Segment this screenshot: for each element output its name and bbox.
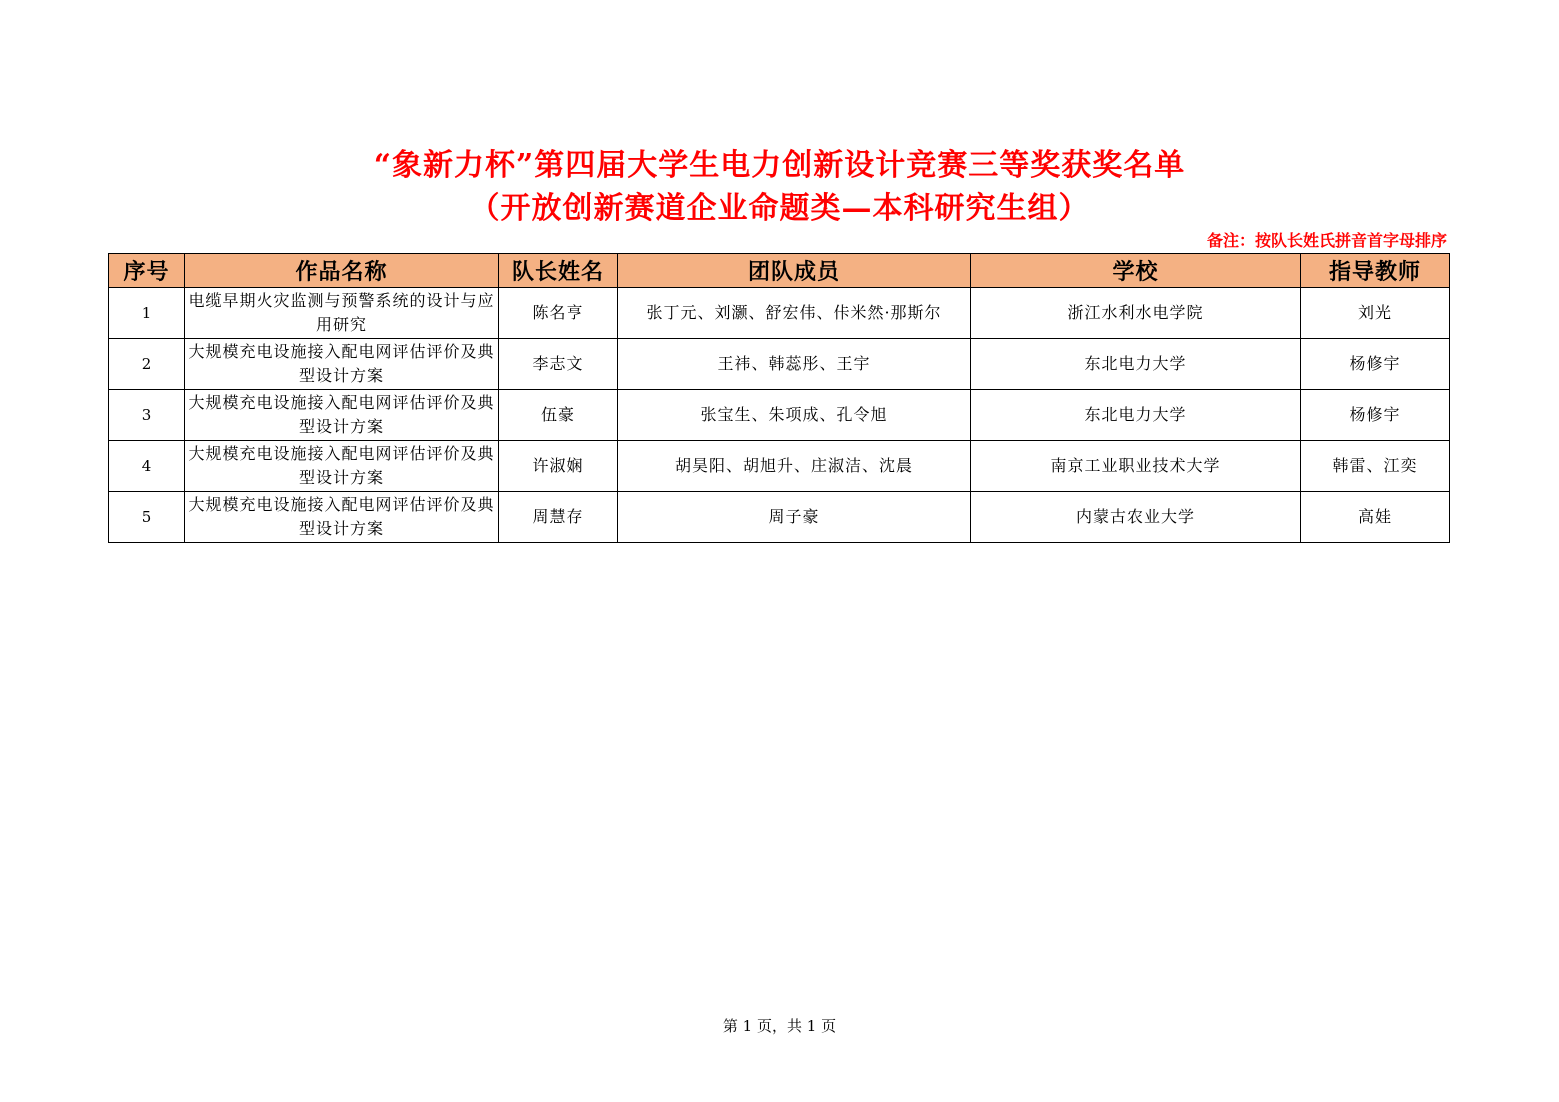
cell-no: 2 (109, 339, 185, 390)
cell-title: 大规模充电设施接入配电网评估评价及典型设计方案 (185, 390, 499, 441)
cell-advisor: 高娃 (1301, 492, 1450, 543)
cell-school: 东北电力大学 (971, 339, 1301, 390)
table-row (109, 288, 1450, 339)
table-row (109, 339, 1450, 390)
sort-note: 备注：按队长姓氏拼音首字母排序 (1206, 231, 1447, 250)
cell-title: 大规模充电设施接入配电网评估评价及典型设计方案 (185, 339, 499, 390)
cell-no: 3 (109, 390, 185, 441)
cell-leader: 周慧存 (499, 492, 618, 543)
cell-leader: 许淑娴 (499, 441, 618, 492)
cell-title: 大规模充电设施接入配电网评估评价及典型设计方案 (185, 441, 499, 492)
cell-no: 1 (109, 288, 185, 339)
header-advisor: 指导教师 (1301, 254, 1450, 288)
cell-advisor: 刘光 (1301, 288, 1450, 339)
cell-school: 浙江水利水电学院 (971, 288, 1301, 339)
cell-title: 电缆早期火灾监测与预警系统的设计与应用研究 (185, 288, 499, 339)
header-no: 序号 (109, 254, 185, 288)
header-title: 作品名称 (185, 254, 499, 288)
cell-school: 东北电力大学 (971, 390, 1301, 441)
cell-members: 周子豪 (618, 492, 971, 543)
cell-members: 张丁元、刘灏、舒宏伟、佧米然·那斯尔 (618, 288, 971, 339)
cell-advisor: 韩雷、江奕 (1301, 441, 1450, 492)
cell-leader: 李志文 (499, 339, 618, 390)
cell-no: 4 (109, 441, 185, 492)
page-footer: 第 1 页，共 1 页 (722, 1017, 837, 1035)
cell-leader: 伍豪 (499, 390, 618, 441)
award-table (108, 253, 1450, 543)
cell-members: 张宝生、朱项成、孔令旭 (618, 390, 971, 441)
page-title: “象新力杯”第四届大学生电力创新设计竞赛三等奖获奖名单 (373, 148, 1186, 183)
page-subtitle: （开放创新赛道企业命题类—本科研究生组） (469, 191, 1090, 226)
table-row (109, 441, 1450, 492)
cell-members: 王祎、韩蕊彤、王宇 (618, 339, 971, 390)
cell-leader: 陈名亨 (499, 288, 618, 339)
table-header-row (109, 254, 1450, 288)
cell-advisor: 杨修宇 (1301, 339, 1450, 390)
table-row (109, 390, 1450, 441)
cell-advisor: 杨修宇 (1301, 390, 1450, 441)
cell-school: 南京工业职业技术大学 (971, 441, 1301, 492)
table-row (109, 492, 1450, 543)
cell-no: 5 (109, 492, 185, 543)
cell-members: 胡昊阳、胡旭升、庄淑洁、沈晨 (618, 441, 971, 492)
header-members: 团队成员 (618, 254, 971, 288)
header-school: 学校 (971, 254, 1301, 288)
cell-school: 内蒙古农业大学 (971, 492, 1301, 543)
header-leader: 队长姓名 (499, 254, 618, 288)
cell-title: 大规模充电设施接入配电网评估评价及典型设计方案 (185, 492, 499, 543)
